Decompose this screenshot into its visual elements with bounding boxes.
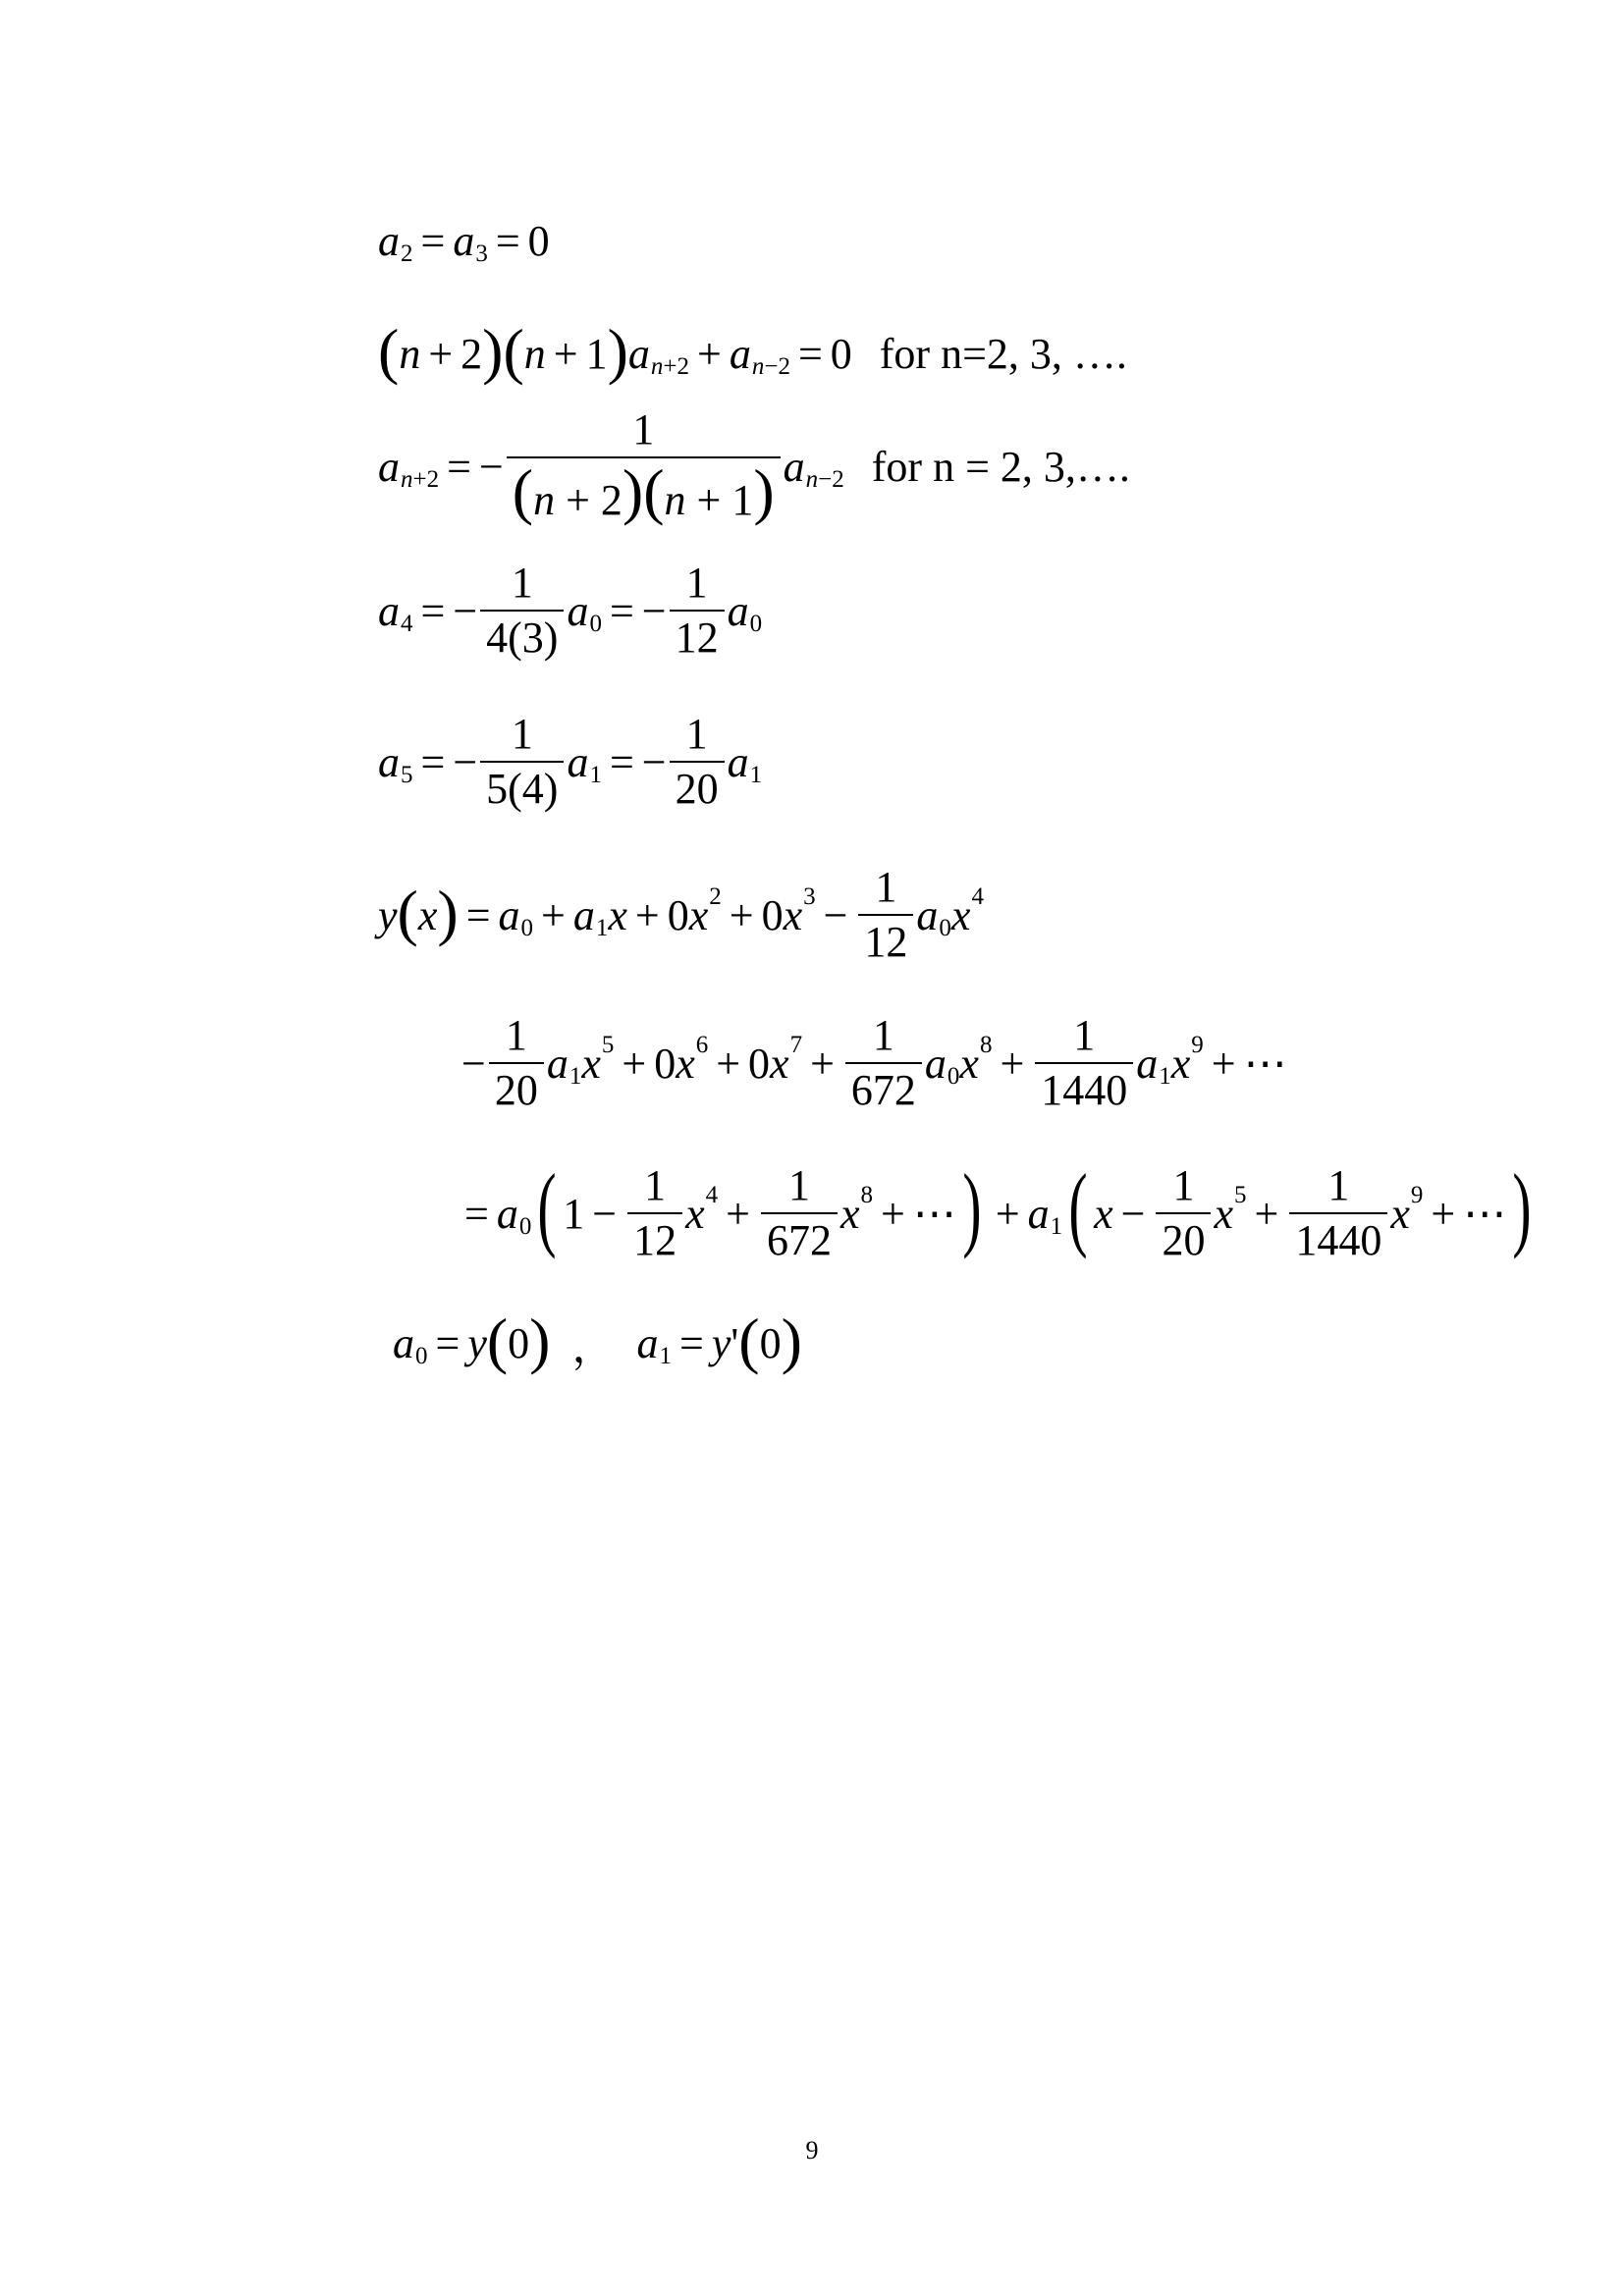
general-term-fraction: $\frac{1}{(n + 2)(n + 1)}$ [507, 407, 781, 525]
equation-a2-a3-zero: a 2 = a 3 = 0 [378, 216, 550, 267]
cjk-comma: ， [571, 1323, 616, 1371]
equation-general-term: a n+2 = − $\frac{1}{(n + 2)(n + 1)}$ a n−2 for n = 2, 3,…. [378, 404, 1130, 527]
general-term-condition: for n = 2, 3,…. [871, 442, 1130, 491]
recurrence-condition: for n=2, 3, …. [879, 329, 1127, 378]
equation-recurrence: ( n + 2 ) ( n + 1 ) a n+2 + a n−2 = 0 for n=2, 3, …. [378, 316, 1127, 386]
equation-series-line2: − $\frac{1}{20}$ a 1 x 5 + 0 x 6 + 0 x 7 + $\frac{1}{672}$ a 0 x 8 + $\frac{1}{1440}$ a 1 x 9 + ⋯ [461, 1010, 1287, 1114]
equation-a5: a 5 = − $\frac{1}{5(4)}$ a 1 = − $\frac{1}{20}$ a 1 [378, 709, 763, 813]
page-number: 9 [805, 2136, 819, 2164]
equation-series-line3: = a 0 ( 1 − $\frac{1}{12}$ x 4 + $\frac{1}{672}$ x 8 + ⋯ ) + a 1 ( x − $\frac{1}{20}$ x 5 + $\frac{1}{1440}$ x 9 + ⋯ ) [464, 1154, 1532, 1264]
equation-initial-conditions: a 0 = y ( 0 ) ， a 1 = y ' ( 0 ) [393, 1306, 802, 1375]
equation-a4: a 4 = − $\frac{1}{4(3)}$ a 0 = − $\frac{1}{12}$ a 0 [378, 558, 763, 662]
equation-series-line1: y ( x ) = a 0 + a 1 x + 0 x 2 + 0 x 3 − $\frac{1}{12}$ a 0 x 4 [378, 862, 984, 966]
